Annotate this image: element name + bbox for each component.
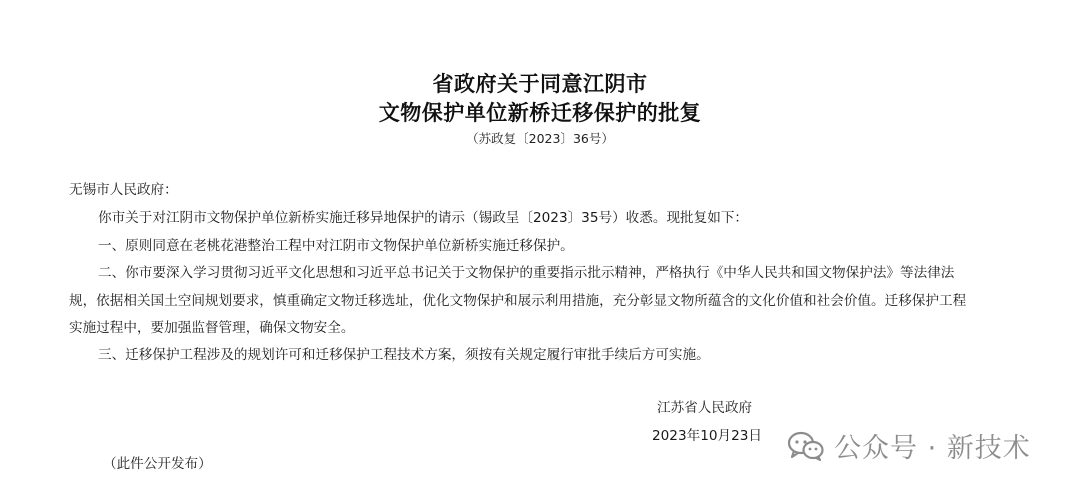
body-paragraph-item-2-line-3: 实施过程中，要加强监督管理，确保文物安全。 [69, 320, 355, 336]
document-title-line-2: 文物保护单位新桥迁移保护的批复 [378, 100, 702, 125]
watermark-text: 公众号 · 新技术 [834, 433, 1031, 464]
body-paragraph-item-1: 一、原则同意在老桃花港整治工程中对江阴市文物保护单位新桥实施迁移保护。 [98, 238, 574, 254]
body-paragraph-item-3: 三、迁移保护工程涉及的规划许可和迁移保护工程技术方案，须按有关规定履行审批手续后方可实施。 [98, 347, 710, 363]
body-paragraph-item-2-line-2: 规，依据相关国土空间规划要求，慎重确定文物迁移选址，优化文物保护和展示利用措施，充分彰显文物所蕴含的文化价值和社会价值。迁移保护工程 [69, 293, 967, 309]
document-number: （苏政复〔2023〕36号） [466, 131, 614, 146]
publication-note: （此件公开发布） [103, 456, 212, 472]
addressee: 无锡市人民政府： [69, 182, 178, 198]
body-paragraph-intro: 你市关于对江阴市文物保护单位新桥实施迁移异地保护的请示（锡政呈〔2023〕35号）收悉。现批复如下： [98, 210, 749, 226]
document-title-line-1: 省政府关于同意江阴市 [432, 71, 648, 96]
watermark [788, 426, 1031, 465]
wechat-icon [788, 431, 824, 461]
date: 2023年10月23日 [652, 428, 762, 444]
signature: 江苏省人民政府 [657, 400, 753, 416]
body-paragraph-item-2-line-1: 二、你市要深入学习贯彻习近平文化思想和习近平总书记关于文物保护的重要指示批示精神，严格执行《中华人民共和国文物保护法》等法律法 [98, 265, 955, 281]
